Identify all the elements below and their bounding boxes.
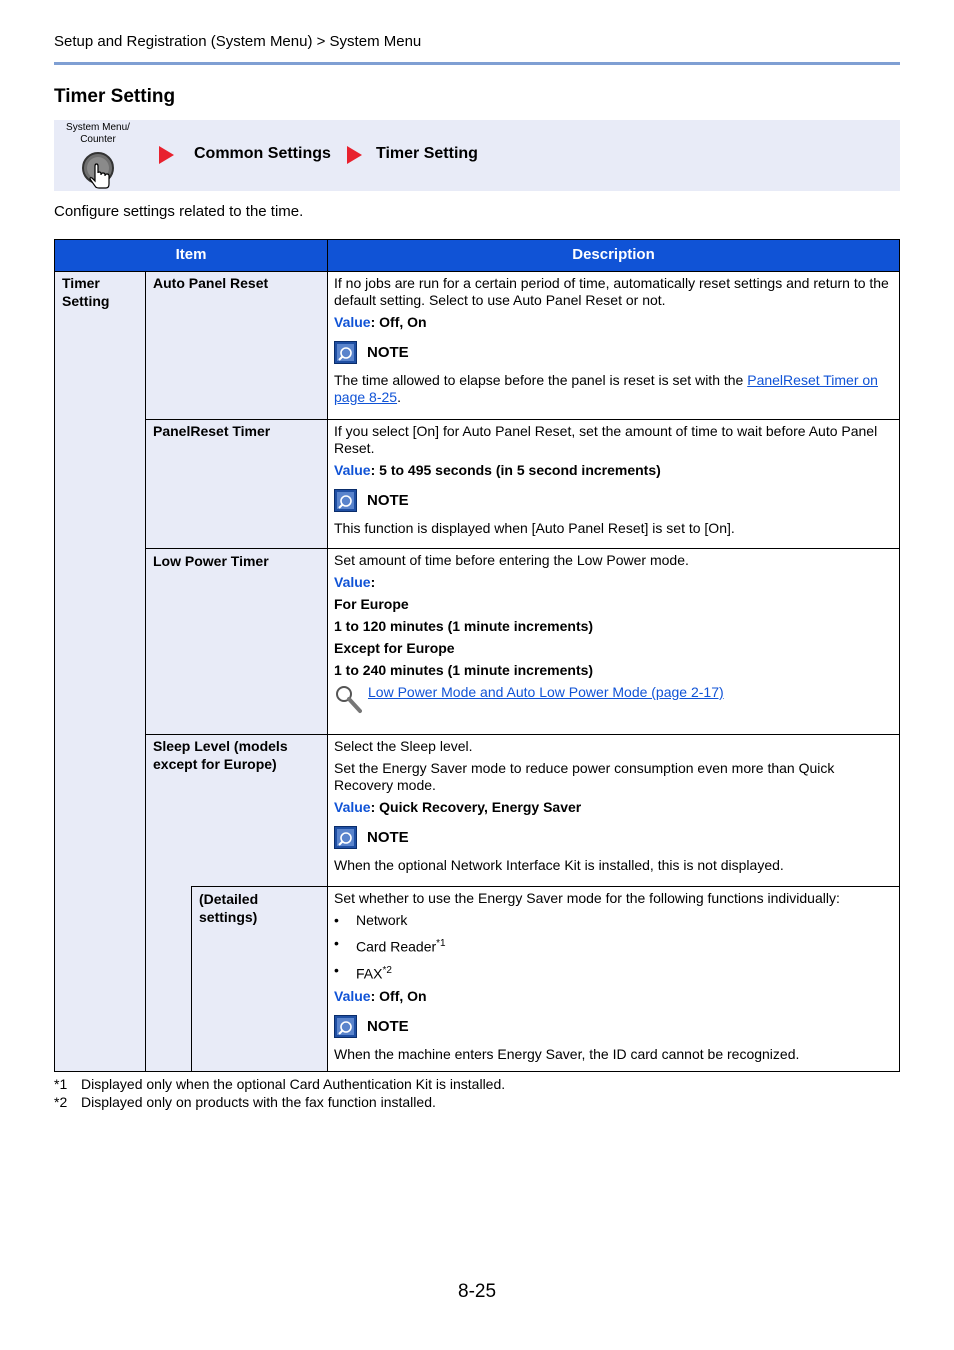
note-icon [334, 489, 357, 512]
item-cell-low-power-timer [145, 548, 328, 735]
nav-step-timer-setting: Timer Setting [376, 145, 478, 162]
system-menu-key-icon [80, 150, 118, 190]
note-label: NOTE [367, 492, 409, 509]
value-key: Value [334, 574, 371, 590]
footnote-ref: *1 [436, 938, 446, 949]
value-text: : Off, On [370, 988, 427, 1005]
value-text: : Off, On [370, 314, 427, 330]
value-key: Value [334, 314, 371, 330]
bullet-network [334, 912, 894, 929]
description-text: If you select [On] for Auto Panel Reset, set the amount of time to wait before Auto Panel Reset. [334, 423, 878, 456]
item-label-sleep-level [153, 737, 288, 773]
reference-row [334, 684, 894, 714]
bullet-text: Card Reader [356, 938, 437, 955]
key-label-line-2: Counter [80, 134, 116, 145]
value-key: Value [334, 799, 371, 815]
description-panelreset-timer [334, 423, 894, 542]
note-text: The time allowed to elapse before the panel is reset is set with the [334, 372, 748, 388]
detailed-line-1: (Detailed [199, 891, 259, 907]
group-label [62, 274, 109, 310]
footnote-2 [54, 1094, 436, 1110]
note-icon [334, 341, 357, 364]
note-heading [334, 489, 894, 512]
sleep-level-line-2: except for Europe) [153, 756, 277, 772]
description-sleep-level [334, 738, 894, 879]
description-detailed-settings [334, 890, 894, 1068]
range-europe: 1 to 120 minutes (1 minute increments) [334, 618, 594, 634]
low-power-mode-link[interactable]: Low Power Mode and Auto Low Power Mode (page 2-17) [368, 684, 724, 700]
region-label-europe: For Europe [334, 596, 409, 612]
description-low-power-timer [334, 552, 894, 714]
note-text: When the machine enters Energy Saver, the ID card cannot be recognized. [334, 1046, 800, 1063]
column-header-item: Item [54, 239, 328, 272]
footnote-1 [54, 1076, 505, 1092]
value-text: : Quick Recovery, Energy Saver [370, 799, 582, 815]
bullet-fax [334, 962, 894, 983]
note-label: NOTE [367, 829, 409, 846]
note-heading [334, 826, 894, 849]
system-menu-key-label [60, 122, 136, 146]
value-key: Value [334, 988, 371, 1005]
item-label-panelreset-timer: PanelReset Timer [153, 423, 271, 439]
value-key: Value [334, 462, 371, 478]
item-cell-auto-panel-reset [145, 271, 328, 420]
note-text: This function is displayed when [Auto Panel Reset] is set to [On]. [334, 520, 735, 536]
range-except-europe: 1 to 240 minutes (1 minute increments) [334, 662, 594, 678]
bullet-card-reader [334, 935, 894, 956]
item-label-auto-panel-reset: Auto Panel Reset [153, 275, 269, 291]
description-text: Select the Sleep level. [334, 738, 473, 754]
note-heading [334, 341, 894, 364]
value-text: : [370, 574, 376, 590]
note-label: NOTE [367, 344, 409, 361]
footnote-text: Displayed only on products with the fax function installed. [81, 1094, 436, 1110]
arrow-right-icon [157, 146, 175, 164]
sleep-level-line-1: Sleep Level (models [153, 738, 288, 754]
column-header-description: Description [327, 239, 900, 272]
footnote-text: Displayed only when the optional Card Authentication Kit is installed. [81, 1076, 506, 1092]
region-label-except-europe: Except for Europe [334, 640, 455, 656]
panelreset-timer-link[interactable]: PanelReset Timer on page 8-25 [334, 372, 878, 405]
section-title: Timer Setting [54, 86, 176, 107]
footnote-ref: *2 [382, 964, 392, 976]
item-label-detailed-settings [199, 890, 258, 926]
footnote-key: *1 [54, 1076, 68, 1092]
navigation-path-bar [54, 120, 900, 191]
description-text: If no jobs are run for a certain period of time, automatically reset settings and return to the default setting. Select to use Auto Panel Reset or not. [334, 275, 889, 308]
settings-table [54, 239, 900, 1072]
detailed-line-2: settings) [199, 909, 258, 925]
note-text: When the optional Network Interface Kit is installed, this is not displayed. [334, 857, 784, 873]
description-text: Set whether to use the Energy Saver mode for the following functions individually: [334, 890, 840, 906]
header-divider [54, 62, 900, 65]
note-text-end: . [397, 389, 401, 405]
note-icon [334, 826, 357, 849]
group-label-line-2: Setting [62, 293, 110, 309]
footnote-key: *2 [54, 1094, 68, 1110]
group-cell-timer-setting [54, 271, 146, 1072]
magnifier-icon [334, 684, 362, 714]
note-heading [334, 1015, 894, 1038]
note-icon [334, 1015, 357, 1038]
key-label-line-1: System Menu/ [66, 122, 130, 133]
bullet-text: FAX [356, 965, 383, 982]
page-number: 8-25 [458, 1281, 497, 1302]
bullet-text: Network [356, 912, 408, 928]
group-label-line-1: Timer [62, 275, 100, 291]
arrow-right-icon [345, 146, 363, 164]
description-text-2: Set the Energy Saver mode to reduce power consumption even more than Quick Recovery mode. [334, 760, 835, 793]
description-text: Set amount of time before entering the Low Power mode. [334, 552, 689, 568]
value-text: : 5 to 495 seconds (in 5 second increments) [370, 462, 661, 478]
nav-step-common-settings: Common Settings [194, 145, 331, 162]
note-label: NOTE [367, 1018, 409, 1036]
item-label-low-power-timer: Low Power Timer [153, 553, 269, 569]
description-auto-panel-reset [334, 275, 894, 411]
page-header-breadcrumb: Setup and Registration (System Menu) > System Menu [54, 33, 422, 50]
intro-text: Configure settings related to the time. [54, 203, 304, 220]
